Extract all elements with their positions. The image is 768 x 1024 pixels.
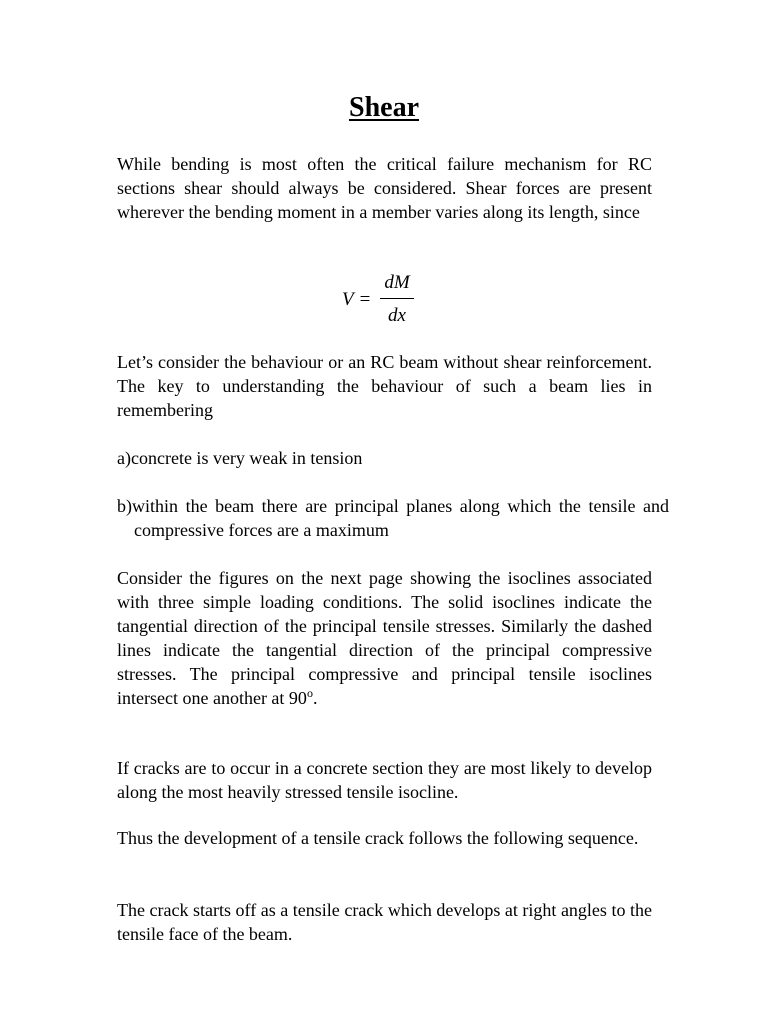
crack-start-paragraph: The crack starts off as a tensile crack which develops at right angles to the tensile face of the beam. <box>117 900 652 944</box>
equation-fraction <box>380 272 413 327</box>
degree-symbol: o <box>306 686 313 700</box>
list-item-b <box>117 494 669 542</box>
equation-equals: = <box>359 288 371 310</box>
list-item-text: concrete is very weak in tension <box>130 448 363 468</box>
behaviour-paragraph: Let’s consider the behaviour or an RC beam without shear reinforcement. The key to understanding the behaviour of such a beam lies in remembering <box>117 352 652 420</box>
list-marker: a) <box>117 448 131 468</box>
list-marker: b) <box>117 496 132 516</box>
equation-denominator: dx <box>388 305 406 326</box>
isoclines-end: . <box>312 688 318 708</box>
equation-numerator: dM <box>380 272 413 299</box>
intro-paragraph: While bending is most often the critical failure mechanism for RC sections shear should always be considered. Shear forces are present wherever the bending moment in a member varies along its length, since <box>117 154 652 222</box>
page-title: Shear <box>349 92 419 123</box>
cracks-paragraph: If cracks are to occur in a concrete section they are most likely to develop along the most heavily stressed tensile isocline. <box>117 758 652 802</box>
shear-equation <box>342 272 414 327</box>
equation-lhs: V <box>342 288 354 310</box>
sequence-paragraph: Thus the development of a tensile crack follows the following sequence. <box>117 828 639 848</box>
isoclines-text: Consider the figures on the next page showing the isoclines associated with three simple loading conditions. The solid isoclines indicate the tangential direction of the principal tensile stresses. Similarly the dashed lines indicate the tangential direction of the principal compressive stresses. The principal compressive and principal tensile isoclines intersect one another at 90 <box>117 568 652 708</box>
list-item-a <box>117 446 652 470</box>
list-item-text: within the beam there are principal planes along which the tensile and compressive forces are a maximum <box>132 496 669 540</box>
isoclines-paragraph <box>117 566 652 710</box>
